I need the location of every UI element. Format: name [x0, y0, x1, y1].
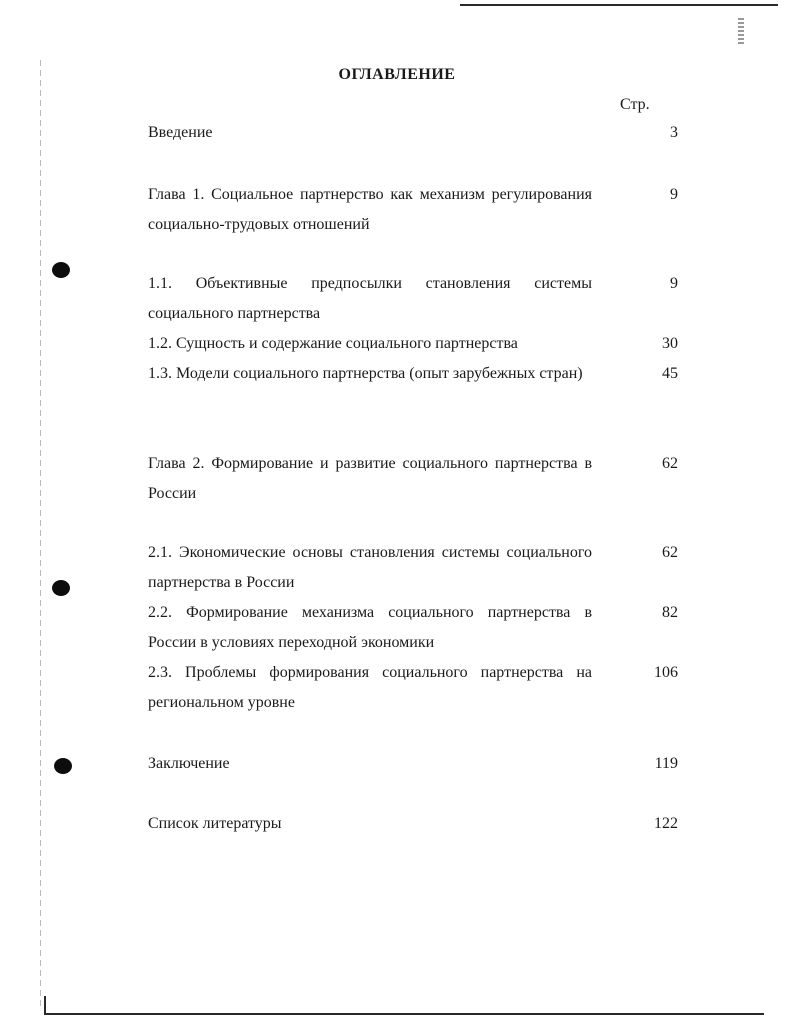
punch-hole	[52, 262, 70, 278]
toc-entry-text: Глава 1. Социальное партнерство как механизм регулирования социально-трудовых отношений	[148, 186, 592, 233]
punch-hole	[54, 758, 72, 774]
toc-entry-conclusion[interactable]	[148, 749, 678, 779]
punch-hole	[52, 580, 70, 596]
toc-entry-chapter-1[interactable]	[148, 180, 678, 240]
toc-entry-text: 1.3. Модели социального партнерства (опыт зарубежных стран)	[148, 365, 583, 382]
page-column-header: Стр.	[620, 96, 650, 113]
scan-bottom-rule	[44, 1013, 764, 1015]
toc-entry-page: 45	[662, 365, 678, 382]
toc-entry-page: 106	[654, 664, 678, 681]
toc-entry-bibliography[interactable]	[148, 809, 678, 839]
toc-entry-page: 30	[662, 335, 678, 352]
toc-entry-section-2-2[interactable]	[148, 598, 678, 658]
toc-entry-section-1-3[interactable]	[148, 359, 678, 389]
toc-entry-section-1-1[interactable]	[148, 269, 678, 329]
scan-left-edge	[40, 60, 41, 1010]
toc-entry-page: 62	[662, 455, 678, 472]
toc-entry-page: 119	[654, 755, 678, 772]
toc-entry-introduction[interactable]	[148, 118, 678, 148]
scan-top-rule	[460, 4, 778, 6]
scan-specks	[738, 18, 744, 44]
toc-entry-page: 9	[670, 186, 678, 203]
toc-entry-text: 2.3. Проблемы формирования социального партнерства на региональном уровне	[148, 664, 592, 711]
toc-title: ОГЛАВЛЕНИЕ	[338, 66, 456, 83]
toc-entry-page: 3	[670, 124, 678, 141]
toc-entry-text: Список литературы	[148, 815, 282, 832]
toc-entry-page: 122	[654, 815, 678, 832]
toc-entry-page: 82	[662, 604, 678, 621]
toc-entry-section-2-1[interactable]	[148, 538, 678, 598]
scan-bottom-tick	[44, 996, 46, 1014]
toc-entry-section-2-3[interactable]	[148, 658, 678, 718]
toc-entry-page: 62	[662, 544, 678, 561]
toc-entry-text: 2.1. Экономические основы становления системы социального партнерства в России	[148, 544, 592, 591]
toc-entry-text: 1.1. Объективные предпосылки становления системы социального партнерства	[148, 275, 592, 322]
toc-entry-text: 2.2. Формирование механизма социального партнерства в России в условиях переходной экономики	[148, 604, 592, 651]
toc-entry-section-1-2[interactable]	[148, 329, 678, 359]
toc-entry-text: 1.2. Сущность и содержание социального партнерства	[148, 335, 518, 352]
toc-entry-text: Заключение	[148, 755, 230, 772]
toc-entry-page: 9	[670, 275, 678, 292]
toc-entry-text: Введение	[148, 124, 213, 141]
toc-entry-text: Глава 2. Формирование и развитие социального партнерства в России	[148, 455, 592, 502]
toc-entry-chapter-2[interactable]	[148, 449, 678, 509]
